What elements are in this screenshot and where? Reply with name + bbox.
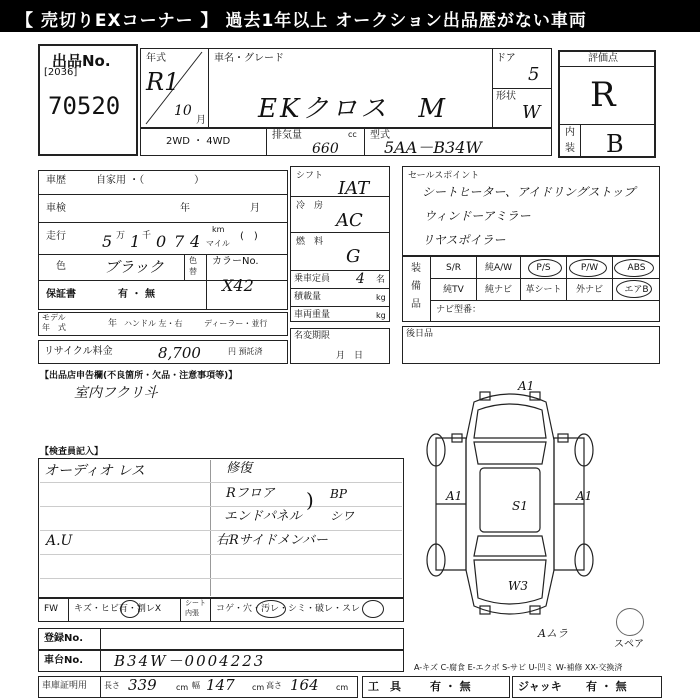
color-label: 色 — [56, 261, 66, 272]
dims-length-value: 339 — [128, 676, 157, 694]
seller-notes-label: 【出品店申告欄(不良箇所・欠品・注意事項等)】 — [40, 371, 238, 381]
shape-value: W — [522, 102, 541, 123]
inspector-siwa: シワ — [330, 509, 355, 523]
color-no-value: X42 — [222, 276, 254, 295]
lot-number: 70520 — [48, 92, 121, 120]
warranty-label: 保証書 — [46, 289, 76, 300]
inspector-right-line: 右Rサイドメンバー — [216, 533, 328, 548]
inspector-bp: BP — [330, 487, 347, 501]
year-era-value: R1 — [146, 68, 180, 96]
door-value: 5 — [528, 64, 540, 85]
inspector-box — [38, 458, 404, 598]
inspector-bracket: ) — [306, 488, 314, 512]
mileage-value-b: 1 — [130, 232, 141, 251]
equipment-label-c: 品 — [411, 299, 421, 310]
equipment-leather-seats: 革シート — [525, 285, 562, 295]
dims-width-unit: cm — [252, 683, 265, 692]
damage-rear: W3 — [508, 579, 528, 593]
model-row-label-a: モデル — [42, 313, 66, 322]
score-value: R — [590, 75, 616, 115]
score-label: 評価点 — [588, 53, 618, 64]
sales-point-line: シートヒーター、アイドリングストップ — [422, 185, 636, 199]
spare-label: スペア — [614, 639, 644, 650]
capacity-value: 4 — [356, 271, 365, 287]
dims-height-value: 164 — [290, 676, 319, 694]
model-type-label: 型式 — [370, 130, 390, 141]
reg-change-unit: 月 日 — [336, 351, 364, 361]
displacement-unit: cc — [348, 130, 357, 139]
sales-point-line: ウィンドーアミラー — [424, 209, 531, 223]
damage-center: S1 — [512, 499, 528, 513]
interior-value: B — [606, 130, 624, 158]
door-label: ドア — [496, 53, 516, 64]
equipment-power-windows: P/W — [580, 263, 599, 273]
inspector-right-line: エンドパネル — [224, 509, 302, 524]
mileage-value-d: 7 — [174, 232, 185, 251]
dims-length-unit: cm — [176, 683, 189, 692]
fw-label: FW — [44, 604, 59, 614]
mileage-label: 走行 — [46, 231, 66, 242]
sales-points-label: セールスポイント — [408, 171, 480, 181]
inspector-label: 【検査員記入】 — [40, 447, 104, 457]
damage-bottom: Aムラ — [538, 627, 568, 640]
color-value: ブラック — [104, 258, 164, 276]
recycle-unit: 円 預託済 — [228, 347, 263, 356]
displacement-label: 排気量 — [272, 130, 302, 141]
damage-right: A1 — [576, 489, 593, 503]
inspector-right-line: 修復 — [226, 461, 253, 476]
interior-label-b: 装 — [565, 143, 575, 154]
displacement-value: 660 — [312, 141, 339, 157]
color-change-a: 色 — [189, 256, 197, 265]
model-row-handle: ハンドル 左・右 — [124, 319, 183, 328]
fw-seat-text: コゲ・穴・汚レ・シミ・破レ・スレ — [216, 604, 361, 614]
model-type-value: 5AA－B34W — [384, 138, 482, 157]
equipment-power-steering: P/S — [536, 263, 551, 273]
damage-front: A1 — [518, 379, 535, 393]
fw-seat-label-a: シート — [185, 599, 206, 607]
capacity-label: 乗車定員 — [294, 274, 331, 284]
mileage-value-e: 4 — [190, 232, 201, 251]
year-label: 年式 — [146, 53, 166, 64]
mileage-paren: ( ) — [240, 231, 258, 242]
damage-left: A1 — [446, 489, 463, 503]
seller-notes-value: 室内フクリ斗 — [74, 385, 158, 401]
equipment-circle-mark — [616, 280, 652, 298]
notes-box — [402, 326, 660, 364]
auction-banner: 【 売切りEXコーナー 】 過去1年以上 オークション出品歴がない車両 — [0, 0, 700, 32]
weight-label: 車両重量 — [294, 310, 331, 320]
equipment-label-a: 装 — [411, 263, 421, 274]
spare-tire-icon — [616, 608, 644, 636]
tools-value: 有 ・ 無 — [430, 680, 471, 693]
mileage-value-c: 0 — [156, 232, 167, 251]
car-name-value: EKクロス M — [258, 94, 449, 124]
jack-value: 有 ・ 無 — [586, 680, 627, 693]
ac-label: 冷 房 — [296, 201, 324, 211]
car-name-label: 車名・グレード — [214, 53, 284, 64]
fw-circle-mark — [362, 600, 384, 618]
color-change-b: 替 — [189, 267, 197, 276]
sales-point-line: リヤスポイラー — [422, 233, 506, 247]
inspection-month-unit: 月 — [250, 203, 260, 214]
color-no-label: カラーNo. — [212, 256, 259, 267]
ac-value: AC — [336, 210, 363, 231]
inspection-year-unit: 年 — [180, 203, 190, 214]
equipment-circle-mark — [569, 259, 607, 277]
fuel-value: G — [346, 246, 361, 267]
equipment-factory-tv: 純TV — [443, 285, 464, 295]
model-row-year-unit: 年 — [108, 319, 118, 329]
dims-height-label: 高さ — [266, 681, 282, 690]
year-month-value: 10 — [174, 103, 192, 119]
equipment-factory-navi: 純ナビ — [484, 285, 512, 295]
equipment-alloy-wheels: 純A/W — [484, 263, 513, 273]
mileage-sen-unit: 千 — [142, 231, 152, 241]
inspector-left-line: A.U — [46, 533, 73, 549]
reg-no-label: 登録No. — [44, 633, 84, 644]
recycle-value: 8,700 — [158, 344, 201, 362]
fw-text: キズ・ヒビ有・割レX — [74, 604, 161, 614]
dims-width-label: 幅 — [192, 681, 200, 690]
equipment-sunroof: S/R — [446, 263, 461, 273]
warranty-value: 有 ・ 無 — [118, 289, 155, 300]
recycle-label: リサイクル料金 — [44, 346, 113, 357]
interior-label-a: 内 — [565, 127, 575, 138]
inspection-label: 車検 — [46, 203, 66, 214]
equipment-aftermarket-navi: 外ナビ — [575, 285, 603, 295]
fuel-label: 燃 料 — [296, 237, 324, 247]
inspector-right-line: Rフロア — [226, 486, 275, 501]
load-unit: kg — [376, 293, 386, 302]
reg-change-label: 名変期限 — [294, 331, 331, 341]
history-label: 車歴 — [46, 175, 66, 186]
lot-code: [2036] — [44, 67, 78, 78]
mileage-value-a: 5 — [102, 232, 113, 251]
shift-label: シフト — [296, 171, 324, 181]
fw-seat-label-b: 内張 — [185, 609, 199, 617]
reg-no-row — [38, 628, 404, 650]
damage-legend: A-キズ C-腐食 E-エクボ S-サビ U-凹ミ W-補修 XX-交換済 — [414, 663, 623, 672]
dims-height-unit: cm — [336, 683, 349, 692]
equipment-abs: ABS — [627, 263, 646, 273]
equipment-label-b: 備 — [411, 281, 421, 292]
drive-label: 2WD ・ 4WD — [166, 136, 231, 147]
dims-label: 車庫証明用 — [42, 681, 88, 691]
capacity-unit: 名 — [376, 275, 386, 285]
chassis-value: B34W－0004223 — [114, 652, 266, 670]
equipment-circle-mark — [614, 259, 654, 277]
tools-label: 工 具 — [368, 680, 401, 693]
model-row-dealer: ディーラー・並行 — [204, 319, 268, 328]
shape-label: 形状 — [496, 91, 516, 102]
history-value: 自家用 ・（ ） — [96, 175, 205, 186]
load-label: 積載量 — [294, 292, 322, 302]
jack-label: ジャッキ — [518, 680, 562, 693]
navi-model-label: ナビ型番： — [436, 305, 482, 315]
year-month-unit: 月 — [196, 115, 206, 126]
mileage-mile-unit: マイル — [206, 239, 230, 248]
fw-circle-mark — [120, 600, 140, 618]
mileage-km-unit: km — [212, 225, 225, 234]
equipment-circle-mark — [528, 259, 562, 277]
equipment-airbag: エアB — [624, 285, 649, 295]
weight-unit: kg — [376, 311, 386, 320]
model-row-label-b: 年 式 — [42, 323, 66, 332]
dims-width-value: 147 — [206, 676, 235, 694]
dims-length-label: 長さ — [104, 681, 120, 690]
lot-label: 出品No. — [52, 52, 111, 70]
chassis-label: 車台No. — [44, 655, 84, 666]
shift-value: IAT — [338, 178, 370, 199]
inspector-left-line: オーディオ レス — [44, 463, 145, 479]
fw-circle-mark — [256, 600, 286, 618]
notes-label: 後日品 — [406, 329, 434, 339]
mileage-man-unit: 万 — [116, 231, 126, 241]
